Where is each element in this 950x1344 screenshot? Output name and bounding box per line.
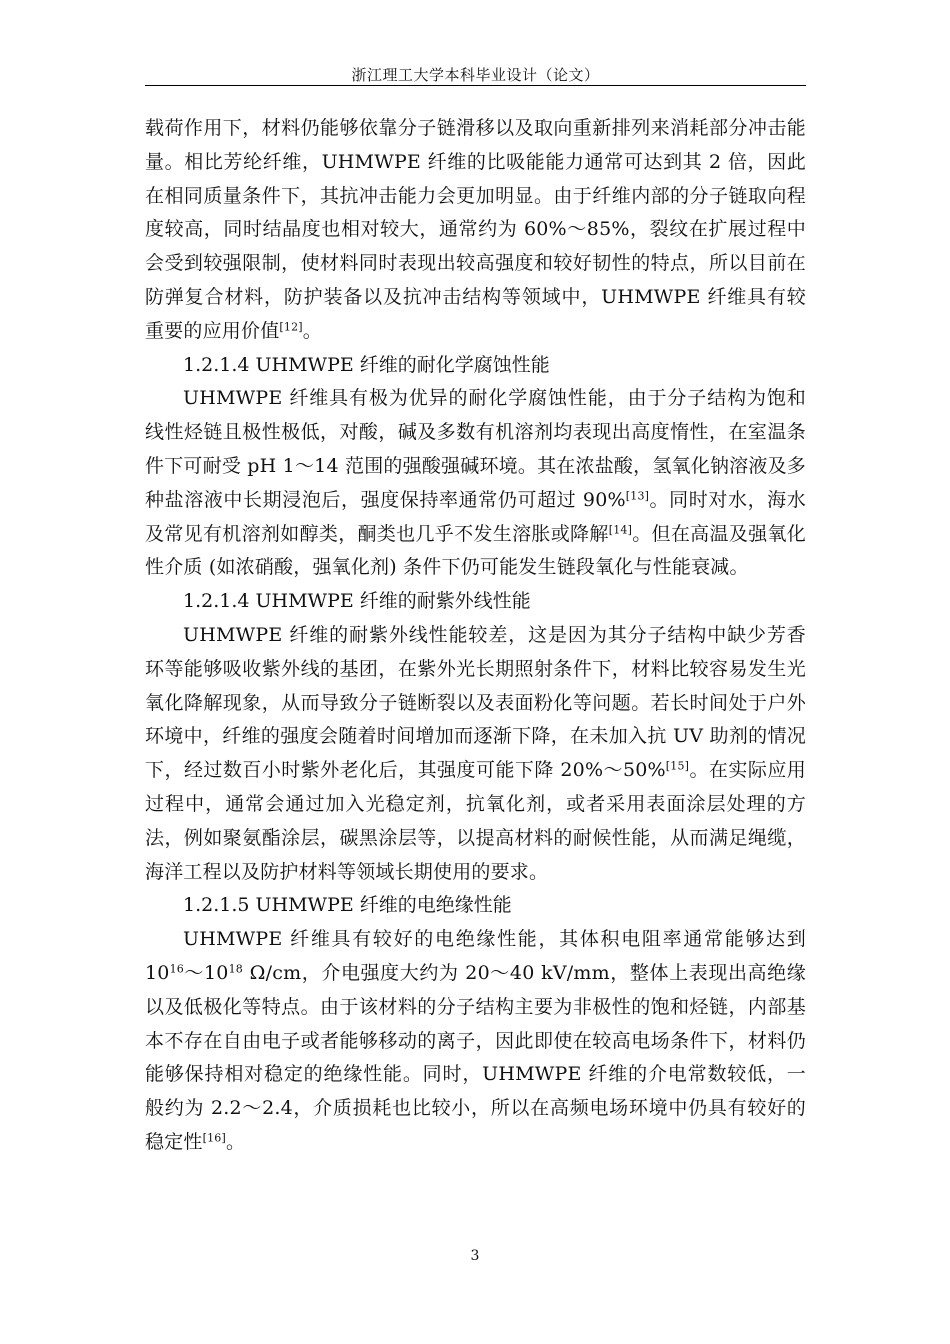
exponent: 16 bbox=[169, 962, 184, 976]
citation-ref: [14] bbox=[608, 522, 633, 536]
running-header: 浙江理工大学本科毕业设计（论文） bbox=[351, 66, 600, 84]
section-heading-uv: 1.2.1.4 UHMWPE 纤维的耐紫外线性能 bbox=[183, 590, 531, 613]
header-rule bbox=[145, 85, 806, 86]
paragraph-chemical bbox=[145, 382, 806, 585]
citation-ref: [12] bbox=[279, 320, 303, 334]
paragraph-text: Ω/cm，介电强度大约为 20～40 kV/mm，整体上表现出高绝缘以及低极化等特点。由于该材料的分子结构主要为非极性的饱和烃链，内部基本不存在自由电子或者能够移动的离子，因此即使在较高电场条件下，材料仍能够保持相对稳定的绝缘性能。同时，UHMWPE 纤维的介电常数较低，一般约为 2.2～2.4，介质损耗也比较小，所以在高频电场环境中仍具有较好的稳定性 bbox=[145, 961, 806, 1153]
paragraph-text: UHMWPE 纤维具有较好的电绝缘性能，其体积电阻率通常能够达到 10 bbox=[145, 928, 806, 984]
paragraph-text: 。但在高温及强氧化性介质 (如浓硝酸，强氧化剂) 条件下仍可能发生链段氧化与性能衰减。 bbox=[145, 522, 806, 579]
paragraph-text: 。 bbox=[302, 319, 322, 342]
page-number: 3 bbox=[470, 1248, 480, 1264]
paragraph-text: 。 bbox=[226, 1130, 246, 1153]
paragraph-text: 载荷作用下，材料仍能够依靠分子链滑移以及取向重新排列来消耗部分冲击能量。相比芳纶纤维，UHMWPE 纤维的比吸能能力通常可达到其 2 倍，因此在相同质量条件下，其抗冲击能力会更加明显。由于纤维内部的分子链取向程度较高，同时结晶度也相对较大，通常约为 60%～85%，裂纹在扩展过程中会受到较强限制，使材料同时表现出较高强度和较好韧性的特点，所以目前在防弹复合材料，防护装备以及抗冲击结构等领域中，UHMWPE 纤维具有较重要的应用价值 bbox=[145, 117, 806, 342]
citation-ref: [15] bbox=[665, 759, 690, 773]
paragraph-impact bbox=[145, 112, 806, 349]
paragraph-text: 。在实际应用过程中，通常会通过加入光稳定剂，抗氧化剂，或者采用表面涂层处理的方法，例如聚氨酯涂层，碳黑涂层等，以提高材料的耐候性能，从而满足绳缆，海洋工程以及防护材料等领域长期使用的要求。 bbox=[145, 759, 806, 883]
paragraph-uv bbox=[145, 619, 806, 889]
page-body bbox=[145, 112, 806, 1160]
paragraph-insulation bbox=[145, 923, 806, 1160]
paragraph-text: UHMWPE 纤维具有极为优异的耐化学腐蚀性能，由于分子结构为饱和线性烃链且极性极低，对酸，碱及多数有机溶剂均表现出高度惰性，在室温条件下可耐受 pH 1～14 范围的强酸强碱环境。其在浓盐酸，氢氧化钠溶液及多种盐溶液中长期浸泡后，强度保持率通常仍可超过 90% bbox=[145, 387, 806, 511]
section-heading-insulation: 1.2.1.5 UHMWPE 纤维的电绝缘性能 bbox=[183, 894, 512, 917]
section-heading-chemical: 1.2.1.4 UHMWPE 纤维的耐化学腐蚀性能 bbox=[183, 353, 550, 376]
paragraph-text: ～10 bbox=[183, 961, 229, 984]
paragraph-text: UHMWPE 纤维的耐紫外线性能较差，这是因为其分子结构中缺少芳香环等能够吸收紫外线的基团，在紫外光长期照射条件下，材料比较容易发生光氧化降解现象，从而导致分子链断裂以及表面粉化等问题。若长时间处于户外环境中，纤维的强度会随着时间增加而逐渐下降，在未加入抗 UV 助剂的情况下，经过数百小时紫外老化后，其强度可能下降 20%～50% bbox=[145, 623, 806, 782]
exponent: 18 bbox=[228, 962, 244, 976]
citation-ref: [16] bbox=[202, 1131, 226, 1145]
citation-ref: [13] bbox=[625, 489, 650, 503]
paragraph-text: 。同时对水，海水及常见有机溶剂如醇类，酮类也几乎不发生溶胀或降解 bbox=[145, 488, 806, 545]
